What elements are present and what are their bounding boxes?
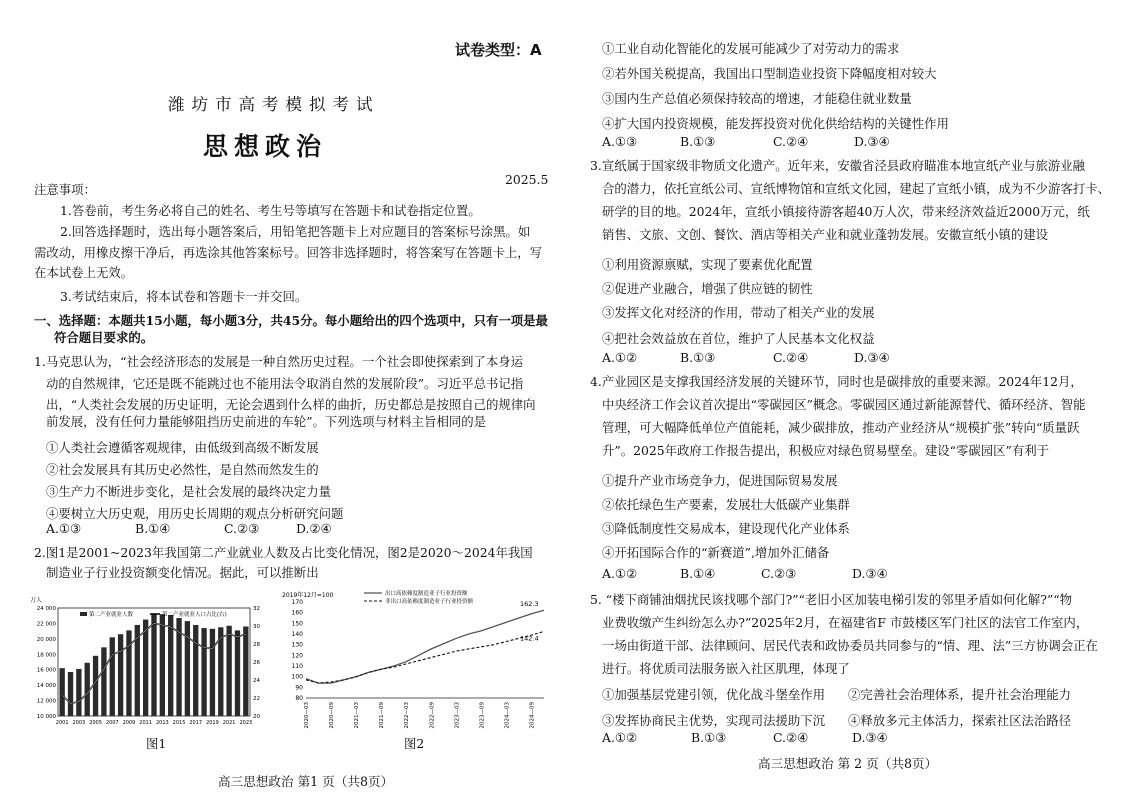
q3-choice-a: A.①② bbox=[602, 350, 638, 365]
fig2-x-tick-label: 2020—03 bbox=[304, 702, 310, 729]
q4-option: ①提升产业市场竞争力，促进国际贸易发展 bbox=[602, 473, 838, 488]
q5-option: ①加强基层党建引领，优化战斗堡垒作用 bbox=[602, 687, 826, 702]
q2-option: ①工业自动化智能化的发展可能减少了对劳动力的需求 bbox=[602, 41, 900, 56]
q3-option: ②促进产业融合，增强了供应链的韧性 bbox=[602, 281, 813, 296]
fig2-y-tick-label: 110 bbox=[291, 663, 303, 670]
fig1-bar bbox=[151, 614, 156, 716]
q2-option: ④扩大国内投资规模，能发挥投资对优化供给结构的关键性作用 bbox=[602, 116, 949, 131]
fig1-right-tick-label: 26 bbox=[253, 660, 260, 666]
q4-stem-line: 管理，可大幅降低单位产值能耗，减少碳排放，推动产业经济从“规模扩张”转向“质量跃 bbox=[602, 420, 1080, 435]
q5-choice-b: B.①③ bbox=[691, 730, 727, 745]
notice-line: 1.答卷前，考生务必将自己的姓名、考生号等填写在答题卡和试卷指定位置。 bbox=[60, 203, 481, 218]
fig1-left-tick-label: 10 000 bbox=[36, 714, 56, 720]
fig1-bar bbox=[235, 630, 240, 716]
q1-stem-line: 出，“人类社会发展的历史证明，无论会遇到什么样的曲折，历史都总是按照自己的规律向 bbox=[46, 397, 536, 412]
q2-choice-a: A.①③ bbox=[602, 134, 638, 149]
q1-option: ②社会发展具有其历史必然性，是自然而然发生的 bbox=[46, 462, 319, 477]
fig1-bar bbox=[193, 625, 198, 716]
fig1-left-tick-label: 20 000 bbox=[36, 636, 56, 643]
fig1-legend-label: 第二产业就业人数 bbox=[89, 612, 134, 618]
figure-1-caption: 图1 bbox=[146, 736, 167, 751]
fig1-legend-label: 第二产业就业人口占比(右) bbox=[162, 612, 227, 618]
q2-stem-line: 2.图1是2001~2023年我国第二产业就业人数及占比变化情况，图2是2020～2024年我国 bbox=[34, 545, 533, 560]
fig1-unit-label: 万人 bbox=[30, 597, 43, 604]
fig2-x-tick-label: 2020—09 bbox=[329, 702, 336, 729]
fig1-x-tick-label: 2011 bbox=[139, 720, 153, 726]
q3-option: ③发挥文化对经济的作用，带动了相关产业的发展 bbox=[602, 305, 875, 320]
fig2-y-tick-label: 140 bbox=[291, 631, 303, 638]
fig1-x-tick-label: 2015 bbox=[172, 720, 186, 726]
fig2-end-value-label: 142.4 bbox=[520, 634, 539, 643]
fig1-right-tick-label: 28 bbox=[253, 642, 260, 648]
fig1-bar bbox=[226, 626, 231, 716]
q1-stem-line: 前发展，没有任何力量能够阻挡历史前进的车轮”。下列选项与材料主旨相同的是 bbox=[46, 414, 487, 429]
fig1-x-tick-label: 2001 bbox=[55, 720, 69, 726]
fig1-bar bbox=[85, 663, 90, 716]
q1-choice-a: A.①③ bbox=[46, 521, 82, 536]
fig2-y-tick-label: 90 bbox=[295, 684, 303, 692]
fig2-y-tick-label: 150 bbox=[291, 620, 303, 628]
fig1-left-tick-label: 18 000 bbox=[36, 652, 56, 659]
q5-choice-a: A.①② bbox=[602, 730, 638, 745]
fig1-bar bbox=[110, 637, 115, 716]
fig2-y-tick-label: 120 bbox=[291, 652, 303, 660]
fig1-x-tick-label: 2021 bbox=[222, 720, 236, 726]
q2-option: ②若外国关税提高，我国出口型制造业投资下降幅度相对较大 bbox=[602, 66, 937, 81]
fig1-x-tick-label: 2023 bbox=[239, 720, 253, 726]
fig1-left-tick-label: 16 000 bbox=[36, 667, 56, 674]
q5-option: ②完善社会治理体系，提升社会治理能力 bbox=[848, 687, 1072, 702]
fig2-x-tick-label: 2022—03 bbox=[404, 702, 411, 729]
fig1-bar bbox=[160, 614, 165, 716]
fig1-right-tick-label: 24 bbox=[253, 678, 260, 684]
q1-option: ③生产力不断进步变化，是社会发展的最终决定力量 bbox=[46, 484, 331, 499]
notice-line: 3.考试结束后，将本试卷和答题卡一并交回。 bbox=[60, 289, 308, 304]
q4-choice-b: B.①④ bbox=[680, 566, 716, 581]
fig2-x-tick-label: 2024—03 bbox=[504, 702, 511, 729]
fig2-x-tick-label: 2023—09 bbox=[479, 702, 486, 729]
fig2-y-tick-label: 80 bbox=[295, 695, 303, 702]
fig1-bar bbox=[93, 656, 98, 716]
fig2-x-tick-label: 2023—03 bbox=[454, 702, 461, 729]
q1-choice-b: B.①④ bbox=[135, 521, 171, 536]
q1-choice-d: D.②④ bbox=[296, 521, 332, 536]
fig2-note: 2019年12月=100 bbox=[282, 592, 334, 599]
q3-stem-line: 合的潜力，依托宣纸公司、宣纸博物馆和宣纸文化园，建起了宣纸小镇，成为不少游客打卡、 bbox=[602, 181, 1111, 196]
fig1-left-tick-label: 14 000 bbox=[36, 683, 56, 690]
fig1-legend-swatch-bar bbox=[80, 612, 87, 616]
fig1-bar bbox=[118, 634, 123, 716]
q1-option: ④要树立大历史观，用历史长周期的观点分析研究问题 bbox=[46, 506, 344, 521]
fig2-x-tick-label: 2021—09 bbox=[379, 702, 386, 729]
q3-choice-b: B.①③ bbox=[680, 350, 716, 365]
notice-heading: 注意事项： bbox=[34, 182, 96, 197]
figure-1-chart bbox=[28, 594, 278, 734]
figure-2-chart bbox=[282, 588, 552, 733]
q5-option: ④释放多元主体活力，探索社区法治路径 bbox=[848, 713, 1072, 728]
fig2-y-tick-label: 160 bbox=[291, 609, 303, 617]
q4-choice-a: A.①② bbox=[602, 566, 638, 581]
fig1-bar bbox=[143, 620, 148, 716]
q2-option: ③国内生产总值必须保持较高的增速，才能稳住就业数量 bbox=[602, 91, 912, 106]
q3-stem-line: 销售、文旅、文创、餐饮、酒店等相关产业和就业蓬勃发展。安徽宣纸小镇的建设 bbox=[602, 227, 1049, 242]
fig1-bar bbox=[168, 615, 173, 716]
q3-choice-d: D.③④ bbox=[854, 350, 890, 365]
q4-stem-line: 升”。2025年政府工作报告提出，积极应对绿色贸易壁垒。建设“零碳园区”有利于 bbox=[602, 443, 1050, 458]
fig1-right-tick-label: 30 bbox=[253, 624, 260, 630]
fig1-x-tick-label: 2017 bbox=[189, 720, 203, 726]
fig2-y-tick-label: 170 bbox=[291, 599, 303, 606]
fig1-right-tick-label: 32 bbox=[253, 606, 260, 612]
q2-stem-line: 制造业子行业投资额变化情况。据此，可以推断出 bbox=[46, 565, 319, 580]
fig2-line-export-dependent bbox=[306, 610, 544, 683]
right-page bbox=[568, 0, 1136, 800]
q5-stem-line: 5. “楼下商铺油烟扰民该找哪个部门?”“老旧小区加装电梯引发的邻里矛盾如何化解?”“物 bbox=[590, 592, 1072, 607]
q4-choice-c: C.②③ bbox=[761, 566, 797, 581]
q2-choice-c: C.②④ bbox=[773, 134, 809, 149]
q4-choice-d: D.③④ bbox=[852, 566, 888, 581]
page-footer: 高三思想政治 第 2 页（共8页） bbox=[758, 756, 938, 771]
q4-stem-line: 4.产业园区是支撑我国经济发展的关键环节，同时也是碳排放的重要来源。2024年12月， bbox=[590, 374, 1083, 389]
section-heading: 一、选择题：本题共15小题，每小题3分，共45分。每小题给出的四个选项中，只有一项是最 bbox=[34, 313, 548, 328]
fig1-left-tick-label: 24 000 bbox=[36, 606, 56, 612]
subject-title: 思想政治 bbox=[203, 132, 328, 161]
fig1-bar bbox=[101, 647, 106, 716]
fig2-legend-label: 出口高依赖度制造业子行业投资额 bbox=[385, 591, 468, 597]
fig1-bar bbox=[201, 628, 206, 716]
q4-stem-line: 中央经济工作会议首次提出“零碳园区”概念。零碳园区通过新能源替代、循环经济、智能 bbox=[602, 397, 1086, 412]
fig2-line-non-export-dependent bbox=[306, 631, 544, 683]
fig2-y-tick-label: 100 bbox=[291, 673, 303, 681]
q3-option: ④把社会效益放在首位，维护了人民基本文化权益 bbox=[602, 331, 875, 346]
exam-type-label: 试卷类型：A bbox=[455, 41, 542, 59]
notice-line: 在本试卷上无效。 bbox=[34, 265, 134, 280]
page-footer: 高三思想政治 第1 页（共8页） bbox=[218, 774, 394, 789]
city-exam-title: 潍坊市高考模拟考试 bbox=[168, 95, 380, 114]
figure-2-caption: 图2 bbox=[404, 736, 425, 751]
fig2-x-tick-label: 2021—03 bbox=[354, 702, 361, 729]
fig1-bar bbox=[243, 627, 248, 716]
fig1-x-tick-label: 2009 bbox=[122, 720, 136, 726]
fig1-bar bbox=[76, 669, 81, 716]
q5-option: ③发挥协商民主优势，实现司法援助下沉 bbox=[602, 713, 826, 728]
q5-stem-line: 业费收缴产生纠纷怎么办?”2025年2月，在福建省F 市鼓楼区军门社区的法官工作室内， bbox=[602, 615, 1089, 630]
q5-choice-d: D.③④ bbox=[852, 730, 888, 745]
q4-option: ④开拓国际合作的“新赛道”,增加外汇储备 bbox=[602, 545, 830, 560]
fig1-x-tick-label: 2005 bbox=[89, 720, 102, 726]
q5-stem-line: 一场由街道干部、法律顾问、居民代表和政协委员共同参与的“情、理、法”三方协调会正在 bbox=[602, 638, 1098, 653]
q5-choice-c: C.②④ bbox=[773, 730, 809, 745]
fig1-bar bbox=[210, 629, 215, 716]
q4-option: ②依托绿色生产要素，发展壮大低碳产业集群 bbox=[602, 497, 850, 512]
q1-option: ①人类社会遵循客观规律，由低级到高级不断发展 bbox=[46, 440, 319, 455]
fig2-y-tick-label: 130 bbox=[291, 641, 303, 649]
fig1-left-tick-label: 12 000 bbox=[36, 698, 56, 705]
q4-option: ③降低制度性交易成本，建设现代化产业体系 bbox=[602, 521, 850, 536]
fig2-end-value-label: 162.3 bbox=[520, 600, 539, 609]
fig1-bar bbox=[60, 668, 65, 716]
fig1-x-tick-label: 2019 bbox=[206, 720, 219, 726]
q3-choice-c: C.②④ bbox=[773, 350, 809, 365]
fig2-legend-label: 非出口高依赖度制造业子行业投资额 bbox=[385, 599, 474, 605]
fig1-left-tick-label: 22 000 bbox=[36, 621, 56, 628]
fig2-x-tick-label: 2022—09 bbox=[429, 702, 436, 729]
notice-line: 2.回答选择题时，选出每小题答案后，用铅笔把答题卡上对应题目的答案标号涂黑。如 bbox=[60, 224, 531, 239]
fig1-right-tick-label: 20 bbox=[253, 714, 260, 720]
fig2-x-tick-label: 2024—09 bbox=[529, 702, 536, 729]
q1-stem-line: 1.马克思认为，“社会经济形态的发展是一种自然历史过程。一个社会即使探索到了本身运 bbox=[34, 354, 523, 369]
fig1-right-tick-label: 22 bbox=[253, 696, 260, 702]
notice-line: 需改动，用橡皮擦干净后，再选涂其他答案标号。回答非选择题时，将答案写在答题卡上，写 bbox=[34, 245, 543, 260]
q1-stem-line: 动的自然规律，它还是既不能跳过也不能用法令取消自然的发展阶段”。习近平总书记指 bbox=[46, 376, 524, 391]
fig1-x-tick-label: 2013 bbox=[155, 720, 169, 726]
q2-choice-b: B.①③ bbox=[680, 134, 716, 149]
q5-stem-line: 进行。将优质司法服务嵌入社区肌理，体现了 bbox=[602, 661, 850, 676]
fig1-x-tick-label: 2007 bbox=[105, 720, 119, 726]
fig1-x-tick-label: 2003 bbox=[72, 720, 86, 726]
q2-choice-d: D.③④ bbox=[854, 134, 890, 149]
section-heading: 符合题目要求的。 bbox=[54, 330, 154, 345]
fig1-bar bbox=[68, 672, 73, 716]
q3-stem-line: 研学的目的地。2024年，宣纸小镇接待游客超40万人次，带来经济效益近2000万元，纸 bbox=[602, 204, 1090, 219]
q1-choice-c: C.②③ bbox=[224, 521, 260, 536]
q3-option: ①利用资源禀赋，实现了要素优化配置 bbox=[602, 257, 813, 272]
q3-stem-line: 3.宣纸属于国家级非物质文化遗产。近年来，安徽省泾县政府瞄准本地宣纸产业与旅游业融 bbox=[590, 158, 1086, 173]
exam-date: 2025.5 bbox=[505, 172, 549, 187]
